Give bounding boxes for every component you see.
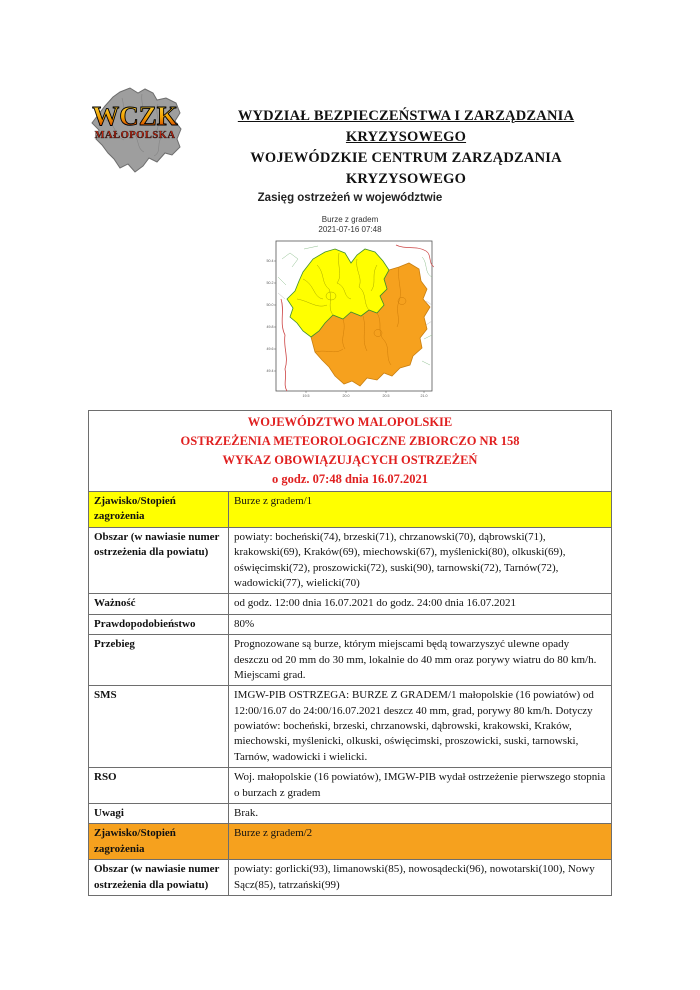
row-label: Obszar (w nawiasie numer ostrzeżenia dla powiatu) [89, 527, 229, 594]
table-row-course [89, 635, 612, 686]
svg-text:49.8: 49.8 [266, 325, 274, 330]
svg-text:20.0: 20.0 [342, 394, 350, 398]
row-value: Burze z gradem/1 [229, 492, 612, 528]
row-value: powiaty: gorlicki(93), limanowski(85), nowosądecki(96), nowotarski(100), Nowy Sącz(85), tatrzański(99) [229, 860, 612, 896]
svg-text:50.2: 50.2 [266, 281, 274, 286]
row-value: IMGW-PIB OSTRZEGA: BURZE Z GRADEM/1 małopolskie (16 powiatów) od 12:00/16.07 do 24:00/16.07.2021 deszcz 40 mm, grad, porywy 80 km/h. Dotyczy powiatów: bocheński, brzeski, chrzanowski, dąbrowski, krakowski, Kraków, miechowski, myślenicki, olkuski, oświęcimski, proszowicki, suski, tarnowski, Tarnów, wadowicki i wielicki. [229, 686, 612, 768]
table-title-line1: WOJEWÓDZTWO MALOPOLSKIE [247, 415, 453, 429]
wczk-logo-map [82, 84, 188, 180]
row-label: SMS [89, 686, 229, 768]
svg-text:50.4: 50.4 [266, 259, 274, 264]
table-row-area-2 [89, 860, 612, 896]
map-title: Burze z gradem [321, 215, 379, 224]
table-row-validity [89, 594, 612, 614]
svg-text:19.5: 19.5 [302, 394, 310, 398]
svg-text:49.6: 49.6 [266, 347, 274, 352]
map-y-axis [267, 259, 277, 373]
row-value: od godz. 12:00 dnia 16.07.2021 do godz. 24:00 dnia 16.07.2021 [229, 594, 612, 614]
table-row-phenomenon-2 [89, 824, 612, 860]
row-label: Obszar (w nawiasie numer ostrzeżenia dla powiatu) [89, 860, 229, 896]
table-row-sms [89, 686, 612, 768]
org-header-line2: WOJEWÓDZKIE CENTRUM ZARZĄDZANIA KRYZYSOWEGO [250, 150, 562, 187]
table-row-phenomenon-1 [89, 492, 612, 528]
row-label: Ważność [89, 594, 229, 614]
row-label: Uwagi [89, 804, 229, 824]
warnings-table [88, 410, 612, 896]
table-row-probability [89, 614, 612, 634]
logo-acronym: WCZK [92, 101, 178, 131]
table-title-line3: WYKAZ OBOWIĄZUJĄCYCH OSTRZEŻEŃ [222, 453, 478, 467]
table-row-area-1 [89, 527, 612, 594]
table-title-line4: o godz. 07:48 dnia 16.07.2021 [272, 472, 428, 486]
table-row-rso [89, 768, 612, 804]
row-value: Prognozowane są burze, którym miejscami będą towarzyszyć ulewne opady deszczu od 20 mm do 30 mm, lokalnie do 40 mm oraz porywy wiatru do 80 km/h. Miejscami grad. [229, 635, 612, 686]
row-value: Burze z gradem/2 [229, 824, 612, 860]
svg-text:50.0: 50.0 [266, 303, 274, 308]
map-x-axis [303, 391, 428, 398]
table-title [89, 411, 612, 492]
row-value: Woj. małopolskie (16 powiatów), IMGW-PIB wydał ostrzeżenie pierwszego stopnia o burzach z gradem [229, 768, 612, 804]
warning-map-block [250, 215, 450, 401]
svg-text:21.0: 21.0 [420, 394, 428, 398]
row-value: 80% [229, 614, 612, 634]
row-value: Brak. [229, 804, 612, 824]
svg-text:20.5: 20.5 [382, 394, 390, 398]
row-label: Zjawisko/Stopień zagrożenia [89, 492, 229, 528]
map-subtitle: 2021-07-16 07:48 [318, 225, 382, 234]
org-header-line1: WYDZIAŁ BEZPIECZEŃSTWA I ZARZĄDZANIA KRYZYSOWEGO [237, 108, 575, 145]
logo-region: MAŁOPOLSKA [94, 130, 176, 141]
wczk-logo [82, 84, 188, 180]
table-title-row [89, 411, 612, 492]
row-label: Przebieg [89, 635, 229, 686]
warning-map [266, 239, 434, 401]
row-value: powiaty: bocheński(74), brzeski(71), chrzanowski(70), dąbrowski(71), krakowski(69), Kraków(69), miechowski(67), myślenicki(80), olkuski(69), oświęcimski(72), proszowicki(72), suski(90), tarnowski(72), Tarnów(72), wadowicki(77), wielicki(70) [229, 527, 612, 594]
map-caption: Zasięg ostrzeżeń w województwie [257, 192, 443, 204]
row-label: Prawdopodobieństwo [89, 614, 229, 634]
org-header [190, 106, 622, 190]
table-title-line2: OSTRZEŻENIA METEOROLOGICZNE ZBIORCZO NR 158 [180, 434, 520, 448]
table-row-remarks [89, 804, 612, 824]
svg-text:49.4: 49.4 [266, 369, 274, 374]
row-label: RSO [89, 768, 229, 804]
row-label: Zjawisko/Stopień zagrożenia [89, 824, 229, 860]
